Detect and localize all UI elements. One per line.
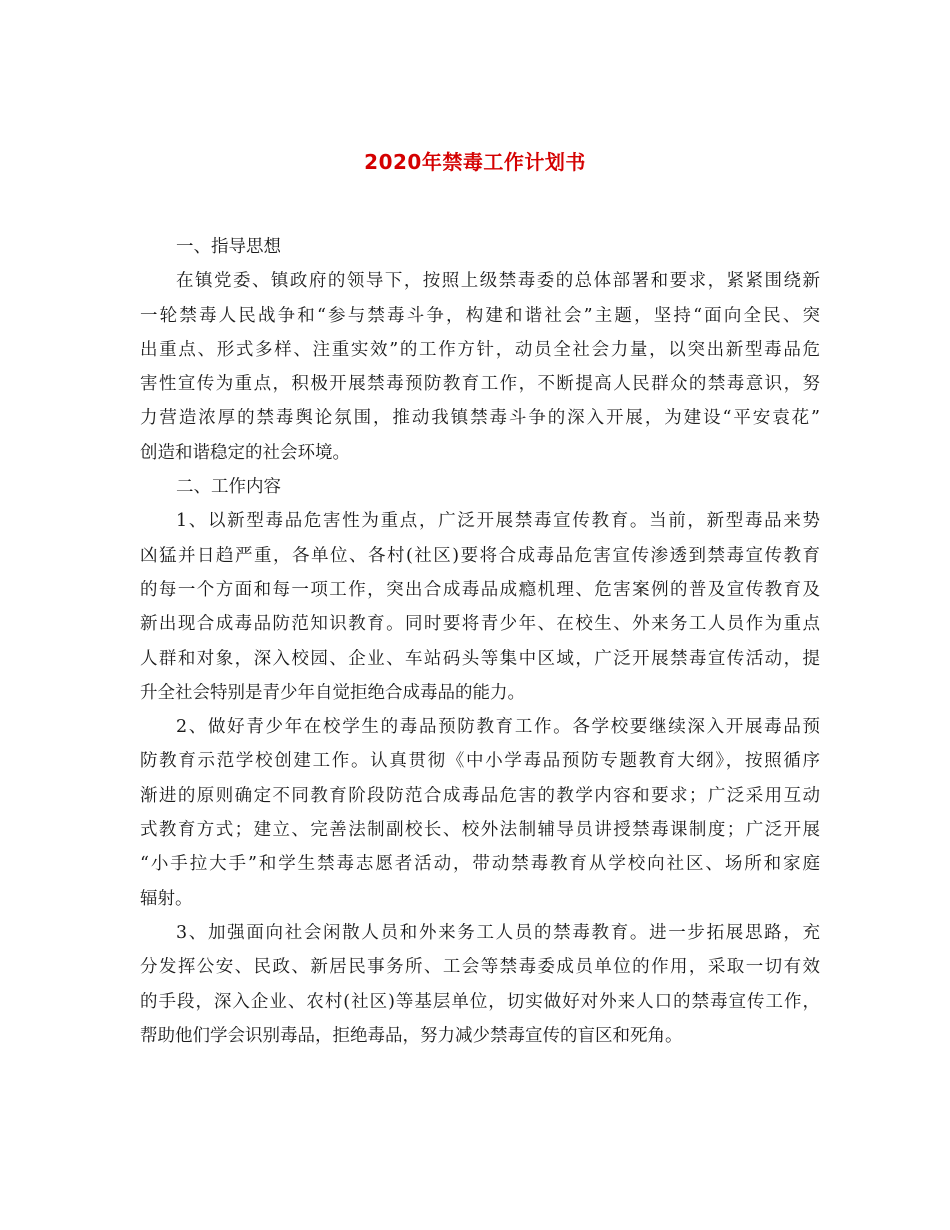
paragraph-line: 渐进的原则确定不同教育阶段防范合成毒品危害的教学内容和要求；广泛采用互动 <box>140 785 820 806</box>
paragraph-line: 2、做好青少年在校学生的毒品预防教育工作。各学校要继续深入开展毒品预 <box>176 717 820 738</box>
paragraph-line: 一轮禁毒人民战争和“参与禁毒斗争，构建和谐社会”主题，坚持“面向全民、突 <box>140 305 820 326</box>
paragraph-line: 3、加强面向社会闲散人员和外来务工人员的禁毒教育。进一步拓展思路，充 <box>176 922 820 943</box>
paragraph-line: 在镇党委、镇政府的领导下，按照上级禁毒委的总体部署和要求，紧紧围绕新 <box>176 271 820 292</box>
paragraph-line: 升全社会特别是青少年自觉拒绝合成毒品的能力。 <box>140 682 525 703</box>
section-heading: 二、工作内容 <box>176 477 281 498</box>
paragraph-line: 害性宣传为重点，积极开展禁毒预防教育工作，不断提高人民群众的禁毒意识，努 <box>140 374 820 395</box>
paragraph-line: 分发挥公安、民政、新居民事务所、工会等禁毒委成员单位的作用，采取一切有效 <box>140 957 820 978</box>
paragraph-line: 辐射。 <box>140 888 193 909</box>
paragraph-line: 新出现合成毒品防范知识教育。同时要将青少年、在校生、外来务工人员作为重点 <box>140 614 820 635</box>
paragraph-line: 防教育示范学校创建工作。认真贯彻《中小学毒品预防专题教育大纲》，按照循序 <box>140 751 820 772</box>
document-body <box>140 230 820 1053</box>
paragraph-line: 1、以新型毒品危害性为重点，广泛开展禁毒宣传教育。当前，新型毒品来势 <box>176 511 820 532</box>
document-title: 2020年禁毒工作计划书 <box>364 150 586 174</box>
paragraph-line: 的手段，深入企业、农村(社区)等基层单位，切实做好对外来人口的禁毒宣传工作， <box>140 991 820 1012</box>
paragraph-line: 人群和对象，深入校园、企业、车站码头等集中区域，广泛开展禁毒宣传活动，提 <box>140 648 820 669</box>
paragraph-line: 的每一个方面和每一项工作，突出合成毒品成瘾机理、危害案例的普及宣传教育及 <box>140 579 820 600</box>
paragraph-line: 式教育方式；建立、完善法制副校长、校外法制辅导员讲授禁毒课制度；广泛开展 <box>140 820 820 841</box>
paragraph-line: 凶猛并日趋严重，各单位、各村(社区)要将合成毒品危害宣传渗透到禁毒宣传教育 <box>140 545 820 566</box>
paragraph-line: 创造和谐稳定的社会环境。 <box>140 442 350 463</box>
paragraph-line: “小手拉大手”和学生禁毒志愿者活动，带动禁毒教育从学校向社区、场所和家庭 <box>140 854 820 875</box>
paragraph-line: 帮助他们学会识别毒品，拒绝毒品，努力减少禁毒宣传的盲区和死角。 <box>140 1025 683 1046</box>
section-heading: 一、指导思想 <box>176 237 281 257</box>
paragraph-line: 力营造浓厚的禁毒舆论氛围，推动我镇禁毒斗争的深入开展，为建设“平安袁花” <box>140 408 820 429</box>
paragraph-line: 出重点、形式多样、注重实效”的工作方针，动员全社会力量，以突出新型毒品危 <box>140 339 820 360</box>
